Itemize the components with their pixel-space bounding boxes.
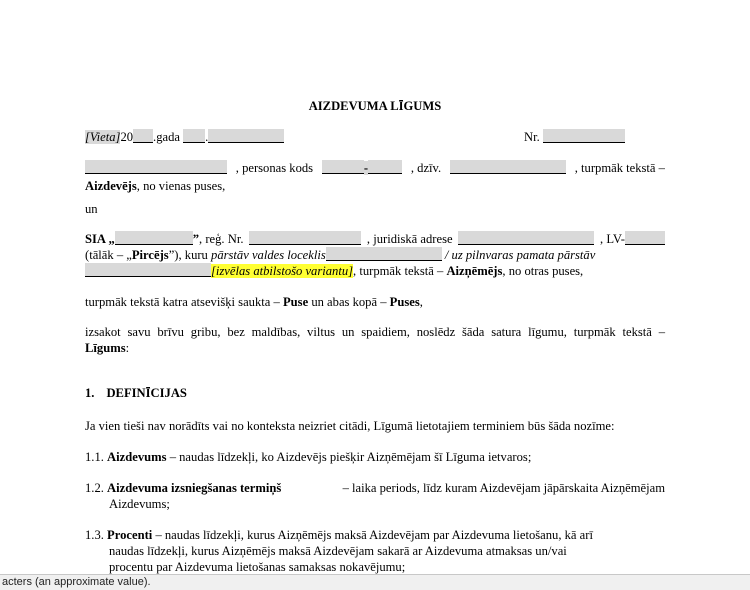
agreement-line2 <box>85 340 129 356</box>
residence-label: , dzīv. <box>410 161 442 175</box>
residence-field[interactable] <box>450 160 566 174</box>
term-ligums: Līgums <box>85 341 126 355</box>
section1-intro: Ja vien tieši nav norādīts vai no konteksta neizriet citādi, Līgumā lietotajiem terminiem būs šāda nozīme: <box>85 419 615 433</box>
lender-role: Aizdevējs <box>85 179 137 193</box>
status-bar <box>0 574 750 590</box>
and-word: un <box>85 202 98 216</box>
definition-text: – laika periods, līdz kuram Aizdevējam jāpārskaita Aizņēmējam <box>342 481 665 495</box>
parties-text-2: un abas kopā – <box>311 295 387 309</box>
or-basis: / uz pilnvaras pamata pārstāv <box>444 248 596 262</box>
section1-number: 1. <box>85 386 95 400</box>
party1-line1 <box>85 160 665 176</box>
company-name-field[interactable] <box>115 231 193 245</box>
represented-by: pārstāv valdes loceklis <box>211 248 326 262</box>
reg-number-field[interactable] <box>249 231 361 245</box>
year-field[interactable] <box>133 129 153 143</box>
parties-end: , <box>419 295 423 309</box>
status-text: acters (an approximate value). <box>2 576 151 588</box>
parties-text-1: turpmāk tekstā katra atsevišķi saukta – <box>85 295 280 309</box>
definition-text: – naudas līdzekļi, ko Aizdevējs piešķir Aizņēmējam šī Līguma ietvaros; <box>169 450 532 464</box>
sia-label: SIA „ <box>85 232 115 246</box>
header-line <box>85 129 284 145</box>
short-name: Pircējs <box>131 248 169 262</box>
definition-number: 1.2. <box>85 481 104 495</box>
address-label: , juridiskā adrese <box>366 232 453 246</box>
agreement-end: : <box>125 341 130 355</box>
further-label-1: , turpmāk tekstā – <box>574 161 665 175</box>
month-field[interactable] <box>208 129 284 143</box>
lender-name-field[interactable] <box>85 160 227 174</box>
person-code-label: , personas kods <box>235 161 314 175</box>
term-puse: Puse <box>282 295 309 309</box>
definition-term: Aizdevums <box>107 450 167 464</box>
definition-1-3-cont1: naudas līdzekļi, kurus Aizņēmējs maksā Aizdevējam sakarā ar Aizdevuma atmaksas un/vai <box>109 544 567 558</box>
definition-1-3 <box>85 527 665 543</box>
date-dot: . <box>205 130 209 144</box>
agreement-text: izsakot savu brīvu gribu, bez maldības, viltus un spaidiem, noslēdz šāda satura līgumu, turpmāk tekstā – <box>85 325 665 339</box>
sia-quote-close: ” <box>192 232 200 246</box>
definition-1-2 <box>85 480 665 496</box>
definition-text: – naudas līdzekļi, kurus Aizņēmējs maksā Aizdevējam par Aizdevuma lietošanu, kā arī <box>155 528 593 542</box>
day-field[interactable] <box>183 129 205 143</box>
borrower-role: Aizņēmējs <box>446 264 503 278</box>
address-field[interactable] <box>458 231 594 245</box>
further-suffix: ”), kuru <box>168 248 208 262</box>
definition-term: Procenti <box>107 528 153 542</box>
board-member-field[interactable] <box>326 247 442 261</box>
definition-number: 1.1. <box>85 450 104 464</box>
further-label-2: , turpmāk tekstā – <box>353 264 444 278</box>
person-code-field-2[interactable] <box>368 160 402 174</box>
lv-label: , LV- <box>600 232 625 246</box>
agreement-line1 <box>85 324 665 340</box>
party2-line3 <box>85 263 583 279</box>
choose-option-highlight[interactable]: [izvēlas atbilstošo variantu] <box>211 264 354 278</box>
term-puses: Puses <box>389 295 420 309</box>
year-suffix: .gada <box>153 130 180 144</box>
postal-code-field[interactable] <box>625 231 665 245</box>
section1-heading <box>85 385 187 401</box>
definition-1-3-cont2: procentu par Aizdevuma lietošanas samaksas nokavējumu; <box>109 560 406 574</box>
nr-label: Nr. <box>524 130 540 144</box>
nr-field[interactable] <box>543 129 625 143</box>
representative-field[interactable] <box>85 263 211 277</box>
party2-line1 <box>85 231 665 247</box>
place-field[interactable]: [Vieta] <box>85 130 121 144</box>
lender-side: , no vienas puses, <box>136 179 226 193</box>
definition-1-1 <box>85 449 531 465</box>
definition-1-2-cont: Aizdevums; <box>109 497 170 511</box>
section1-title: DEFINĪCIJAS <box>106 386 187 400</box>
definition-number: 1.3. <box>85 528 104 542</box>
party2-line2 <box>85 247 595 263</box>
reg-label: , reģ. Nr. <box>199 232 244 246</box>
number-line <box>524 129 625 145</box>
parties-line <box>85 294 423 310</box>
definition-term: Aizdevuma izsniegšanas termiņš <box>107 481 282 495</box>
party1-line2 <box>85 178 225 194</box>
person-code-dash: - <box>363 161 369 175</box>
further-prefix: (tālāk – „ <box>85 248 132 262</box>
borrower-side: , no otras puses, <box>502 264 584 278</box>
page-title: AIZDEVUMA LĪGUMS <box>308 99 442 113</box>
person-code-field-1[interactable] <box>322 160 364 174</box>
year-prefix: 20 <box>120 130 134 144</box>
